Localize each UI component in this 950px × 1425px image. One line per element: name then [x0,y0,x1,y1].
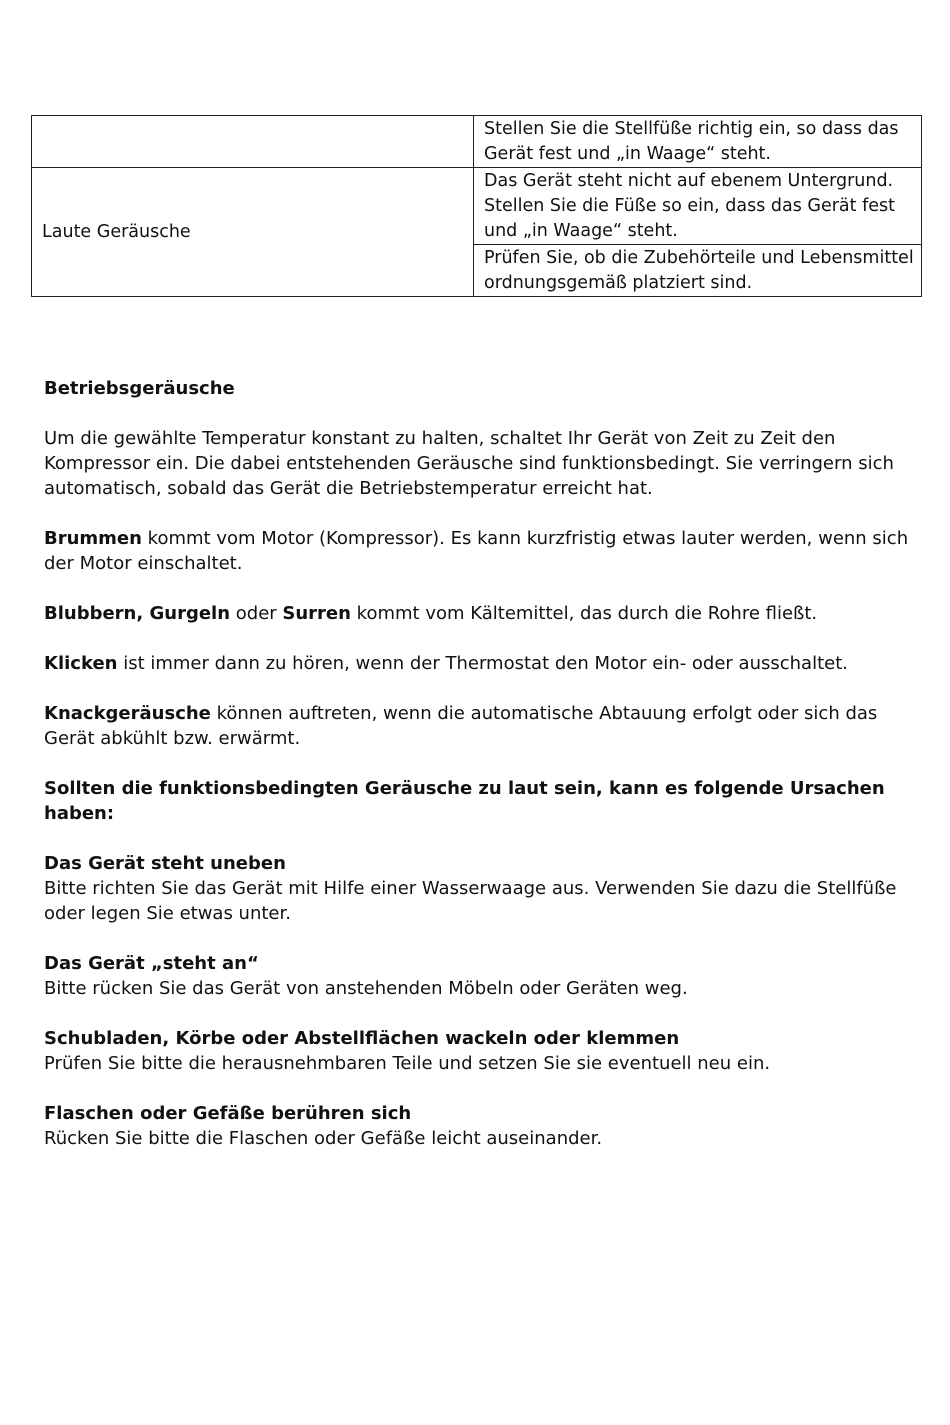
cause-title: Das Gerät steht uneben [44,853,286,874]
cause-item [44,1101,924,1151]
text-knacken: können auftreten, wenn die automatische Abtauung erfolgt oder sich das Gerät abkühlt bzw. erwärmt. [44,703,878,749]
term-surren: Surren [282,603,351,624]
table-cell-solution: Prüfen Sie, ob die Zubehörteile und Lebensmittel ordnungsgemäß platziert sind. [474,245,922,297]
cause-title: Schubladen, Körbe oder Abstellflächen wackeln oder klemmen [44,1028,680,1049]
causes-heading: Sollten die funktionsbedingten Geräusche zu laut sein, kann es folgende Ursachen haben: [44,778,885,824]
table-cell-cause [32,116,474,168]
operating-noises-section [44,376,924,1176]
cause-item [44,951,924,1001]
cause-text: Prüfen Sie bitte die herausnehmbaren Teile und setzen Sie sie eventuell neu ein. [44,1053,771,1074]
section-heading: Betriebsgeräusche [44,378,235,399]
cause-item [44,851,924,926]
paragraph-blubbern [44,601,924,626]
table-cell-solution: Stellen Sie die Stellfüße richtig ein, so dass das Gerät fest und „in Waage“ steht. [474,116,922,168]
table-row [32,116,922,168]
cause-item [44,1026,924,1076]
table-row [32,168,922,245]
text-klicken: ist immer dann zu hören, wenn der Thermostat den Motor ein- oder ausschaltet. [117,653,848,674]
cause-title: Das Gerät „steht an“ [44,953,259,974]
term-blubbern: Blubbern, Gurgeln [44,603,231,624]
cause-text: Rücken Sie bitte die Flaschen oder Gefäße leicht auseinander. [44,1128,603,1149]
paragraph-knacken [44,701,924,751]
term-knacken: Knackgeräusche [44,703,211,724]
term-brummen: Brummen [44,528,142,549]
cause-text: Bitte rücken Sie das Gerät von anstehenden Möbeln oder Geräten weg. [44,978,688,999]
text-blubbern: kommt vom Kältemittel, das durch die Rohre fließt. [350,603,818,624]
table-cell-cause: Laute Geräusche [32,168,474,297]
cause-text: Bitte richten Sie das Gerät mit Hilfe einer Wasserwaage aus. Verwenden Sie dazu die Stellfüße oder legen Sie etwas unter. [44,878,897,924]
term-klicken: Klicken [44,653,118,674]
cause-title: Flaschen oder Gefäße berühren sich [44,1103,412,1124]
table-cell-solution: Das Gerät steht nicht auf ebenem Untergrund. Stellen Sie die Füße so ein, dass das Gerät fest und „in Waage“ steht. [474,168,922,245]
intro-paragraph: Um die gewählte Temperatur konstant zu halten, schaltet Ihr Gerät von Zeit zu Zeit den Kompressor ein. Die dabei entstehenden Geräusche sind funktionsbedingt. Sie verringern sich automatisch, sobald das Gerät die Betriebstemperatur erreicht hat. [44,428,894,499]
paragraph-klicken [44,651,924,676]
paragraph-brummen [44,526,924,576]
connector-text: oder [230,603,283,624]
text-brummen: kommt vom Motor (Kompressor). Es kann kurzfristig etwas lauter werden, wenn sich der Motor einschaltet. [44,528,909,574]
troubleshooting-table [31,115,922,297]
